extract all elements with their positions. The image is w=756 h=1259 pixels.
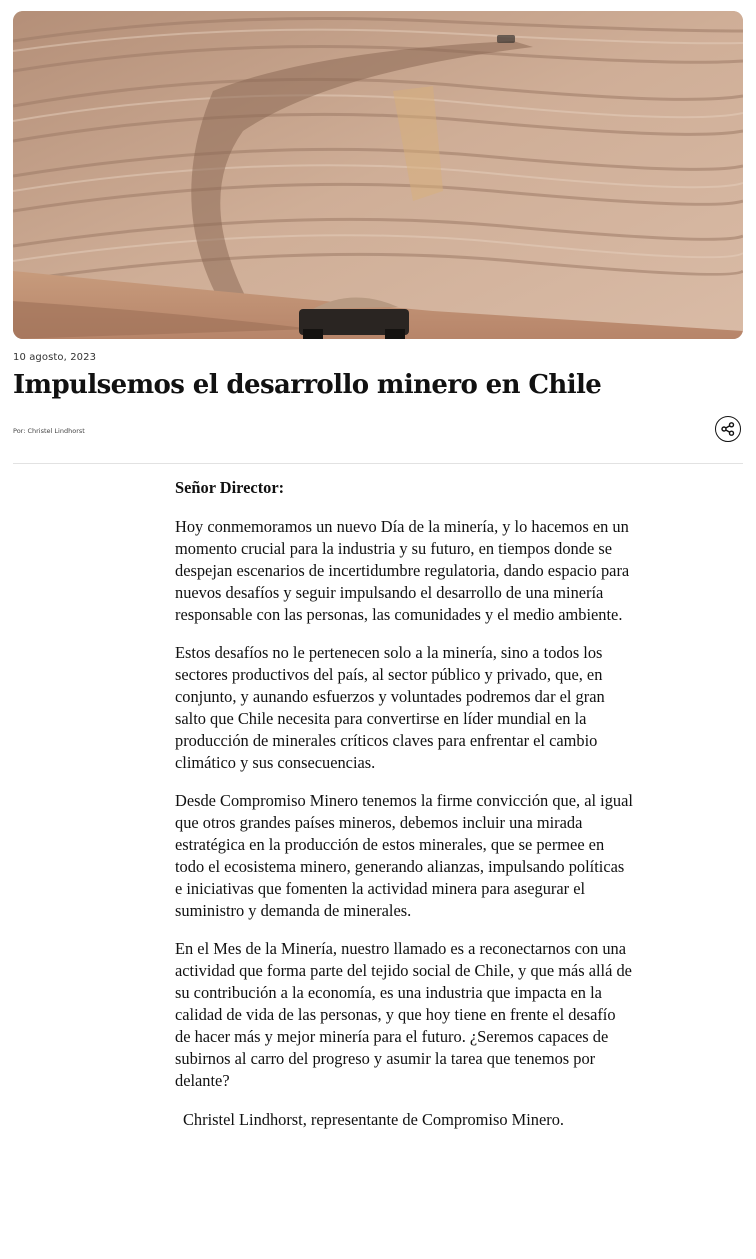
share-button[interactable] xyxy=(715,416,741,442)
paragraph: Estos desafíos no le pertenecen solo a la minería, sino a todos los sectores productivos del país, al sector público y privado, que, en conjunto, y aunando esfuerzos y voluntades podremos dar el gran salto que Chile necesita para convertirse en líder mundial en la producción de minerales críticos claves para enfrentar el cambio climático y sus consecuencias. xyxy=(175,643,605,772)
share-icon xyxy=(721,422,735,436)
paragraph: Desde Compromiso Minero tenemos la firme convicción que, al igual que otros grandes países mineros, debemos incluir una mirada estratégica en la producción de estos minerales, que se permee en todo el ecosistema minero, generando alianzas, impulsando políticas e iniciativas que fomenten la actividad minera para asegurar el suministro y demanda de minerales. xyxy=(175,791,633,920)
hero-image xyxy=(13,11,743,339)
author-byline: Por: Christel Lindhorst xyxy=(13,427,85,435)
signature: Christel Lindhorst, representante de Compromiso Minero. xyxy=(183,1110,565,1129)
publish-date: 10 agosto, 2023 xyxy=(13,352,97,363)
article-title: Impulsemos el desarrollo minero en Chile xyxy=(13,370,602,400)
article-body xyxy=(175,477,635,1147)
header-divider xyxy=(13,463,743,464)
salutation: Señor Director: xyxy=(175,478,285,497)
open-pit-mine-photo xyxy=(13,11,743,339)
paragraph: Hoy conmemoramos un nuevo Día de la minería, y lo hacemos en un momento crucial para la industria y su futuro, en tiempos donde se despejan escenarios de incertidumbre regulatoria, dando espacio para nuevos desafíos y seguir impulsando el desarrollo de una minería responsable con las personas, las comunidades y el medio ambiente. xyxy=(175,517,630,624)
paragraph: En el Mes de la Minería, nuestro llamado es a reconectarnos con una actividad que forma parte del tejido social de Chile, y que más allá de su contribución a la economía, es una industria que impacta en la calidad de vida de las personas, y que hoy tiene en frente el desafío de hacer más y mejor minería para el futuro. ¿Seremos capaces de subirnos al carro del progreso y asumir la tarea que tenemos por delante? xyxy=(175,939,632,1090)
